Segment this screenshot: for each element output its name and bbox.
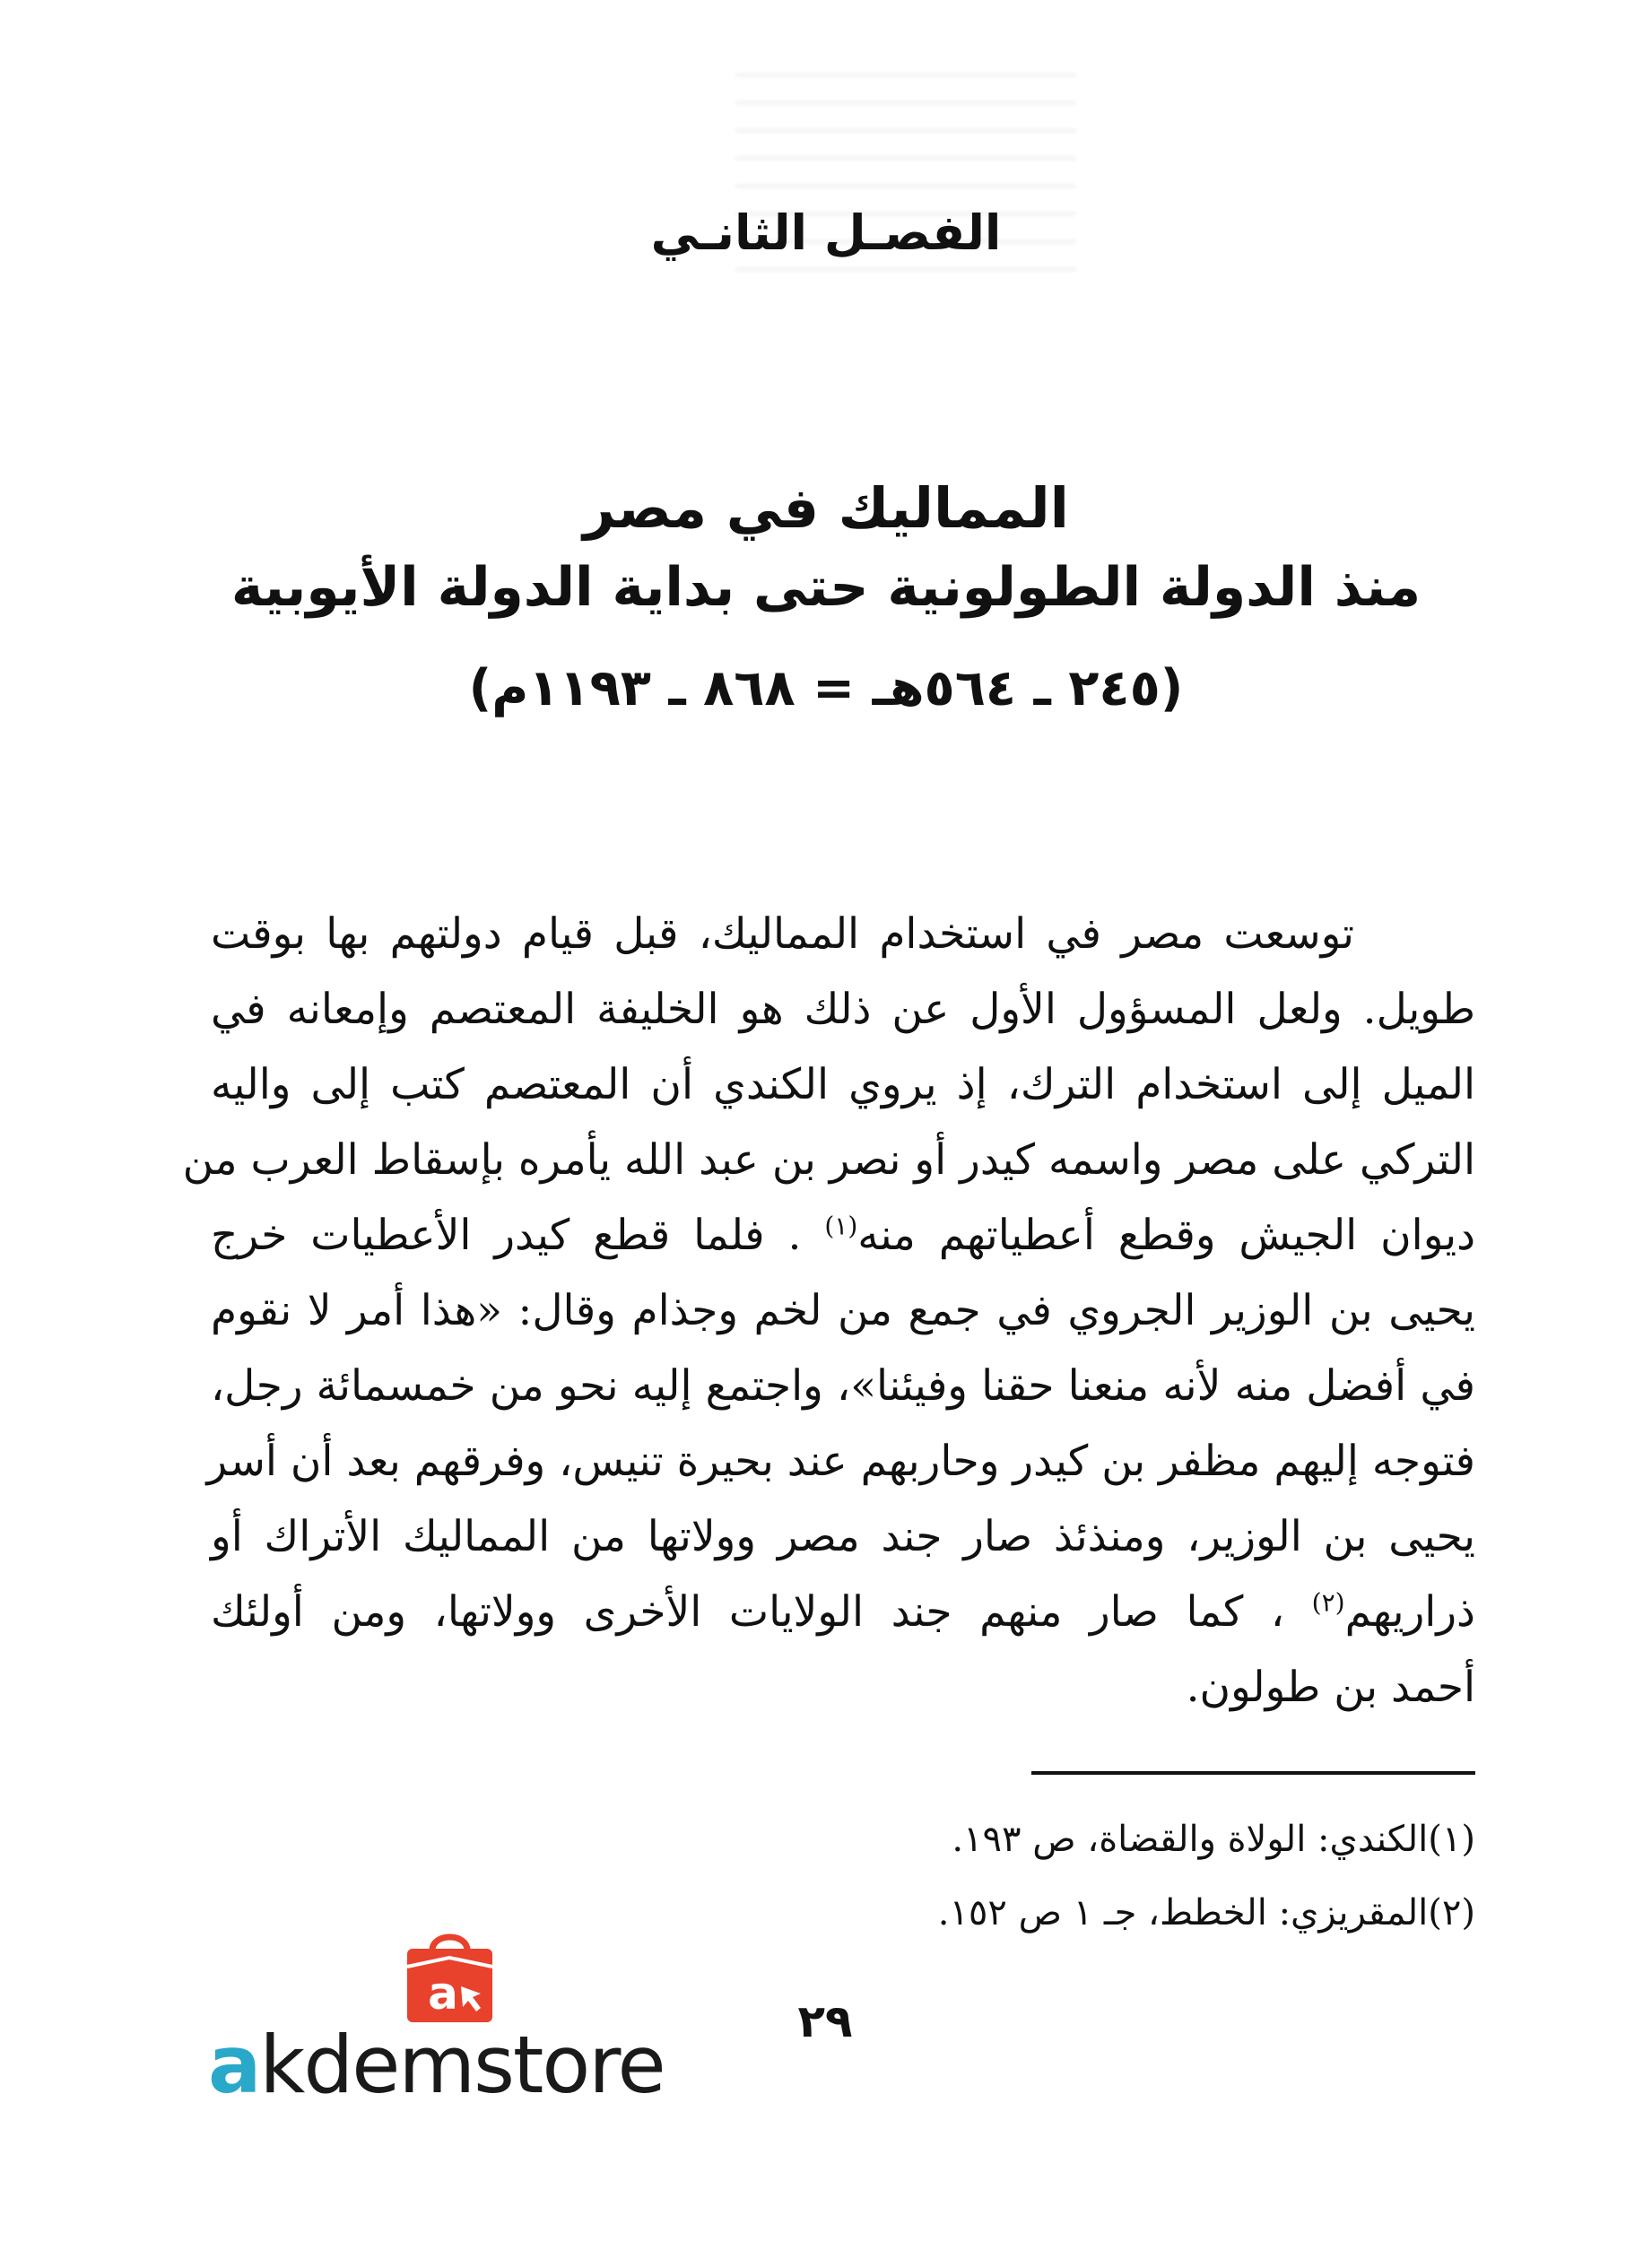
footnote-item: (١)الكندي: الولاة والقضاة، ص ١٩٣. <box>952 1819 1475 1860</box>
subtitle: منذ الدولة الطولونية حتى بداية الدولة الأيوبية <box>230 556 1422 619</box>
body-line: التركي على مصر واسمه كيدر أو نصر بن عبد الله يأمره بإسقاط العرب من <box>182 1135 1475 1185</box>
bag-letter: a <box>428 1968 458 2020</box>
body-line: يحيى بن الوزير الجروي في جمع من لخم وجذام وقال: «هذا أمر لا نقوم <box>211 1286 1475 1335</box>
body-line: الميل إلى استخدام الترك، إذ يروي الكندي أن المعتصم كتب إلى واليه <box>211 1060 1475 1109</box>
body-line-with-note <box>211 1575 1475 1650</box>
body-line: أحمد بن طولون. <box>1186 1663 1475 1712</box>
body-line-with-note <box>211 1198 1475 1273</box>
footnotes <box>717 1803 1475 1950</box>
store-wordmark <box>208 2020 692 2110</box>
body-text-segment: ، كما صار منهم جند الولايات الأخرى وولاتها، ومن أولئك <box>211 1587 1285 1637</box>
wordmark-rest: kdemstore <box>259 2019 665 2111</box>
body-line: توسعت مصر في استخدام المماليك، قبل قيام دولتهم بها بوقت <box>211 909 1354 959</box>
main-title: المماليك في مصر <box>583 475 1069 541</box>
page-number: ٢٩ <box>797 1995 853 2047</box>
date-range: (٢٤٥ ـ ٥٦٤هـ = ٨٦٨ ـ ١١٩٣م) <box>468 659 1184 717</box>
footnote-reference: (١) <box>824 1211 858 1241</box>
body-text-segment: . فلما قطع كيدر الأعطيات خرج <box>211 1211 802 1260</box>
body-line: يحيى بن الوزير، ومنذئذ صار جند مصر وولاتها من المماليك الأتراك أو <box>211 1512 1475 1561</box>
body-text-segment: ذراريهم <box>1344 1587 1475 1637</box>
show-through-text <box>735 63 1076 296</box>
body-paragraph <box>182 897 1476 1725</box>
body-line: طويل. ولعل المسؤول الأول عن ذلك هو الخليفة المعتصم وإمعانه في <box>211 985 1475 1034</box>
chapter-title: الفصـل الثانـي <box>650 204 1002 261</box>
body-line: فتوجه إليهم مظفر بن كيدر وحاربهم عند بحيرة تنيس، وفرقهم بعد أن أسر <box>206 1437 1475 1486</box>
shopping-bag-icon <box>398 1924 501 2027</box>
store-watermark-logo <box>208 1924 692 2111</box>
footnote-item: (٢)المقريزي: الخطط، جـ ١ ص ١٥٢. <box>937 1892 1475 1933</box>
wordmark-accent: a <box>208 2019 260 2111</box>
footnote-reference: (٢) <box>1311 1587 1345 1618</box>
body-text-segment: ديوان الجيش وقطع أعطياتهم منه <box>857 1211 1476 1260</box>
footnote-divider <box>1031 1771 1475 1775</box>
body-line: في أفضل منه لأنه منعنا حقنا وفيئنا»، واجتمع إليه نحو من خمسمائة رجل، <box>211 1361 1475 1411</box>
